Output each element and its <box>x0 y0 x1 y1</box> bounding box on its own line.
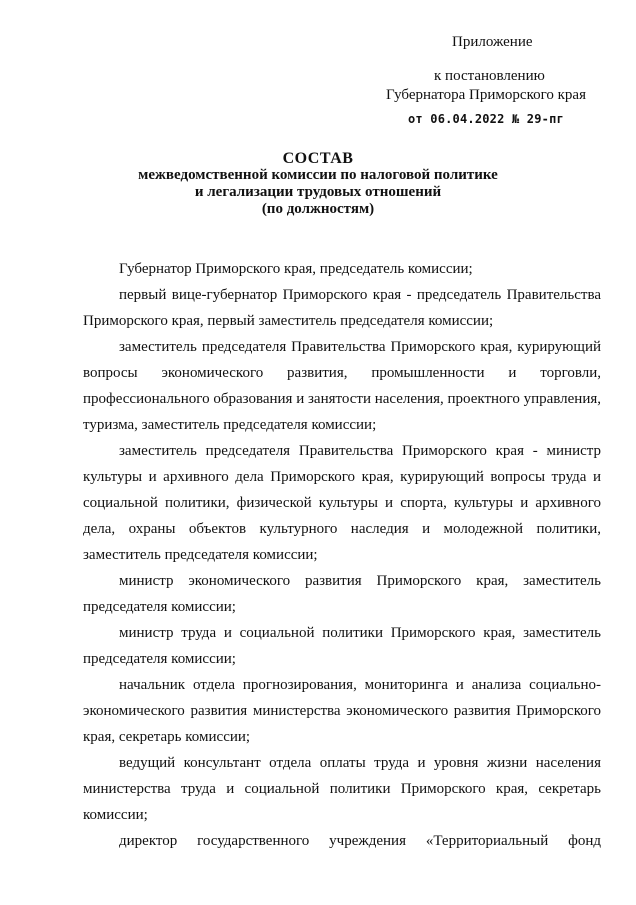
title-line-3: и легализации трудовых отношений <box>194 184 442 200</box>
member-item: министр труда и социальной политики Приморского края, заместитель председателя комиссии; <box>83 625 601 667</box>
title-line-1: СОСТАВ <box>282 150 354 167</box>
member-item: Губернатор Приморского края, председатель комиссии; <box>119 261 473 277</box>
annex-date-number: от 06.04.2022 № 29-пг <box>408 112 564 126</box>
annex-ref-line1: к постановлению <box>434 68 545 84</box>
member-item: заместитель председателя Правительства Приморского края - министр культуры и архивного дела Приморского края, курирующий вопросы труда и социальной политики, физической культуры и спорта, культуры и архивного дела, охраны объектов культурного наследия и молодежной политики, заместитель председателя комиссии; <box>83 443 601 563</box>
document-title <box>0 150 636 218</box>
member-item: ведущий консультант отдела оплаты труда и уровня жизни населения министерства труда и социальной политики Приморского края, секретарь комиссии; <box>83 755 601 823</box>
member-item: директор государственного учреждения «Территориальный фонд <box>119 833 601 849</box>
members-list <box>83 256 601 854</box>
member-item: заместитель председателя Правительства Приморского края, курирующий вопросы экономического развития, промышленности и торговли, профессионального образования и занятости населения, проектного управления, туризма, заместитель председателя комиссии; <box>83 339 601 433</box>
title-line-2: межведомственной комиссии по налоговой политике <box>138 167 498 183</box>
annex-ref-line2: Губернатора Приморского края <box>386 87 586 103</box>
member-item: министр экономического развития Приморского края, заместитель председателя комиссии; <box>83 573 601 615</box>
annex-label: Приложение <box>452 34 533 50</box>
title-line-4: (по должностям) <box>261 201 375 217</box>
member-item: первый вице-губернатор Приморского края - председатель Правительства Приморского края, первый заместитель председателя комиссии; <box>83 287 601 329</box>
member-item: начальник отдела прогнозирования, мониторинга и анализа социально-экономического развития министерства экономического развития Приморского края, секретарь комиссии; <box>83 677 601 745</box>
